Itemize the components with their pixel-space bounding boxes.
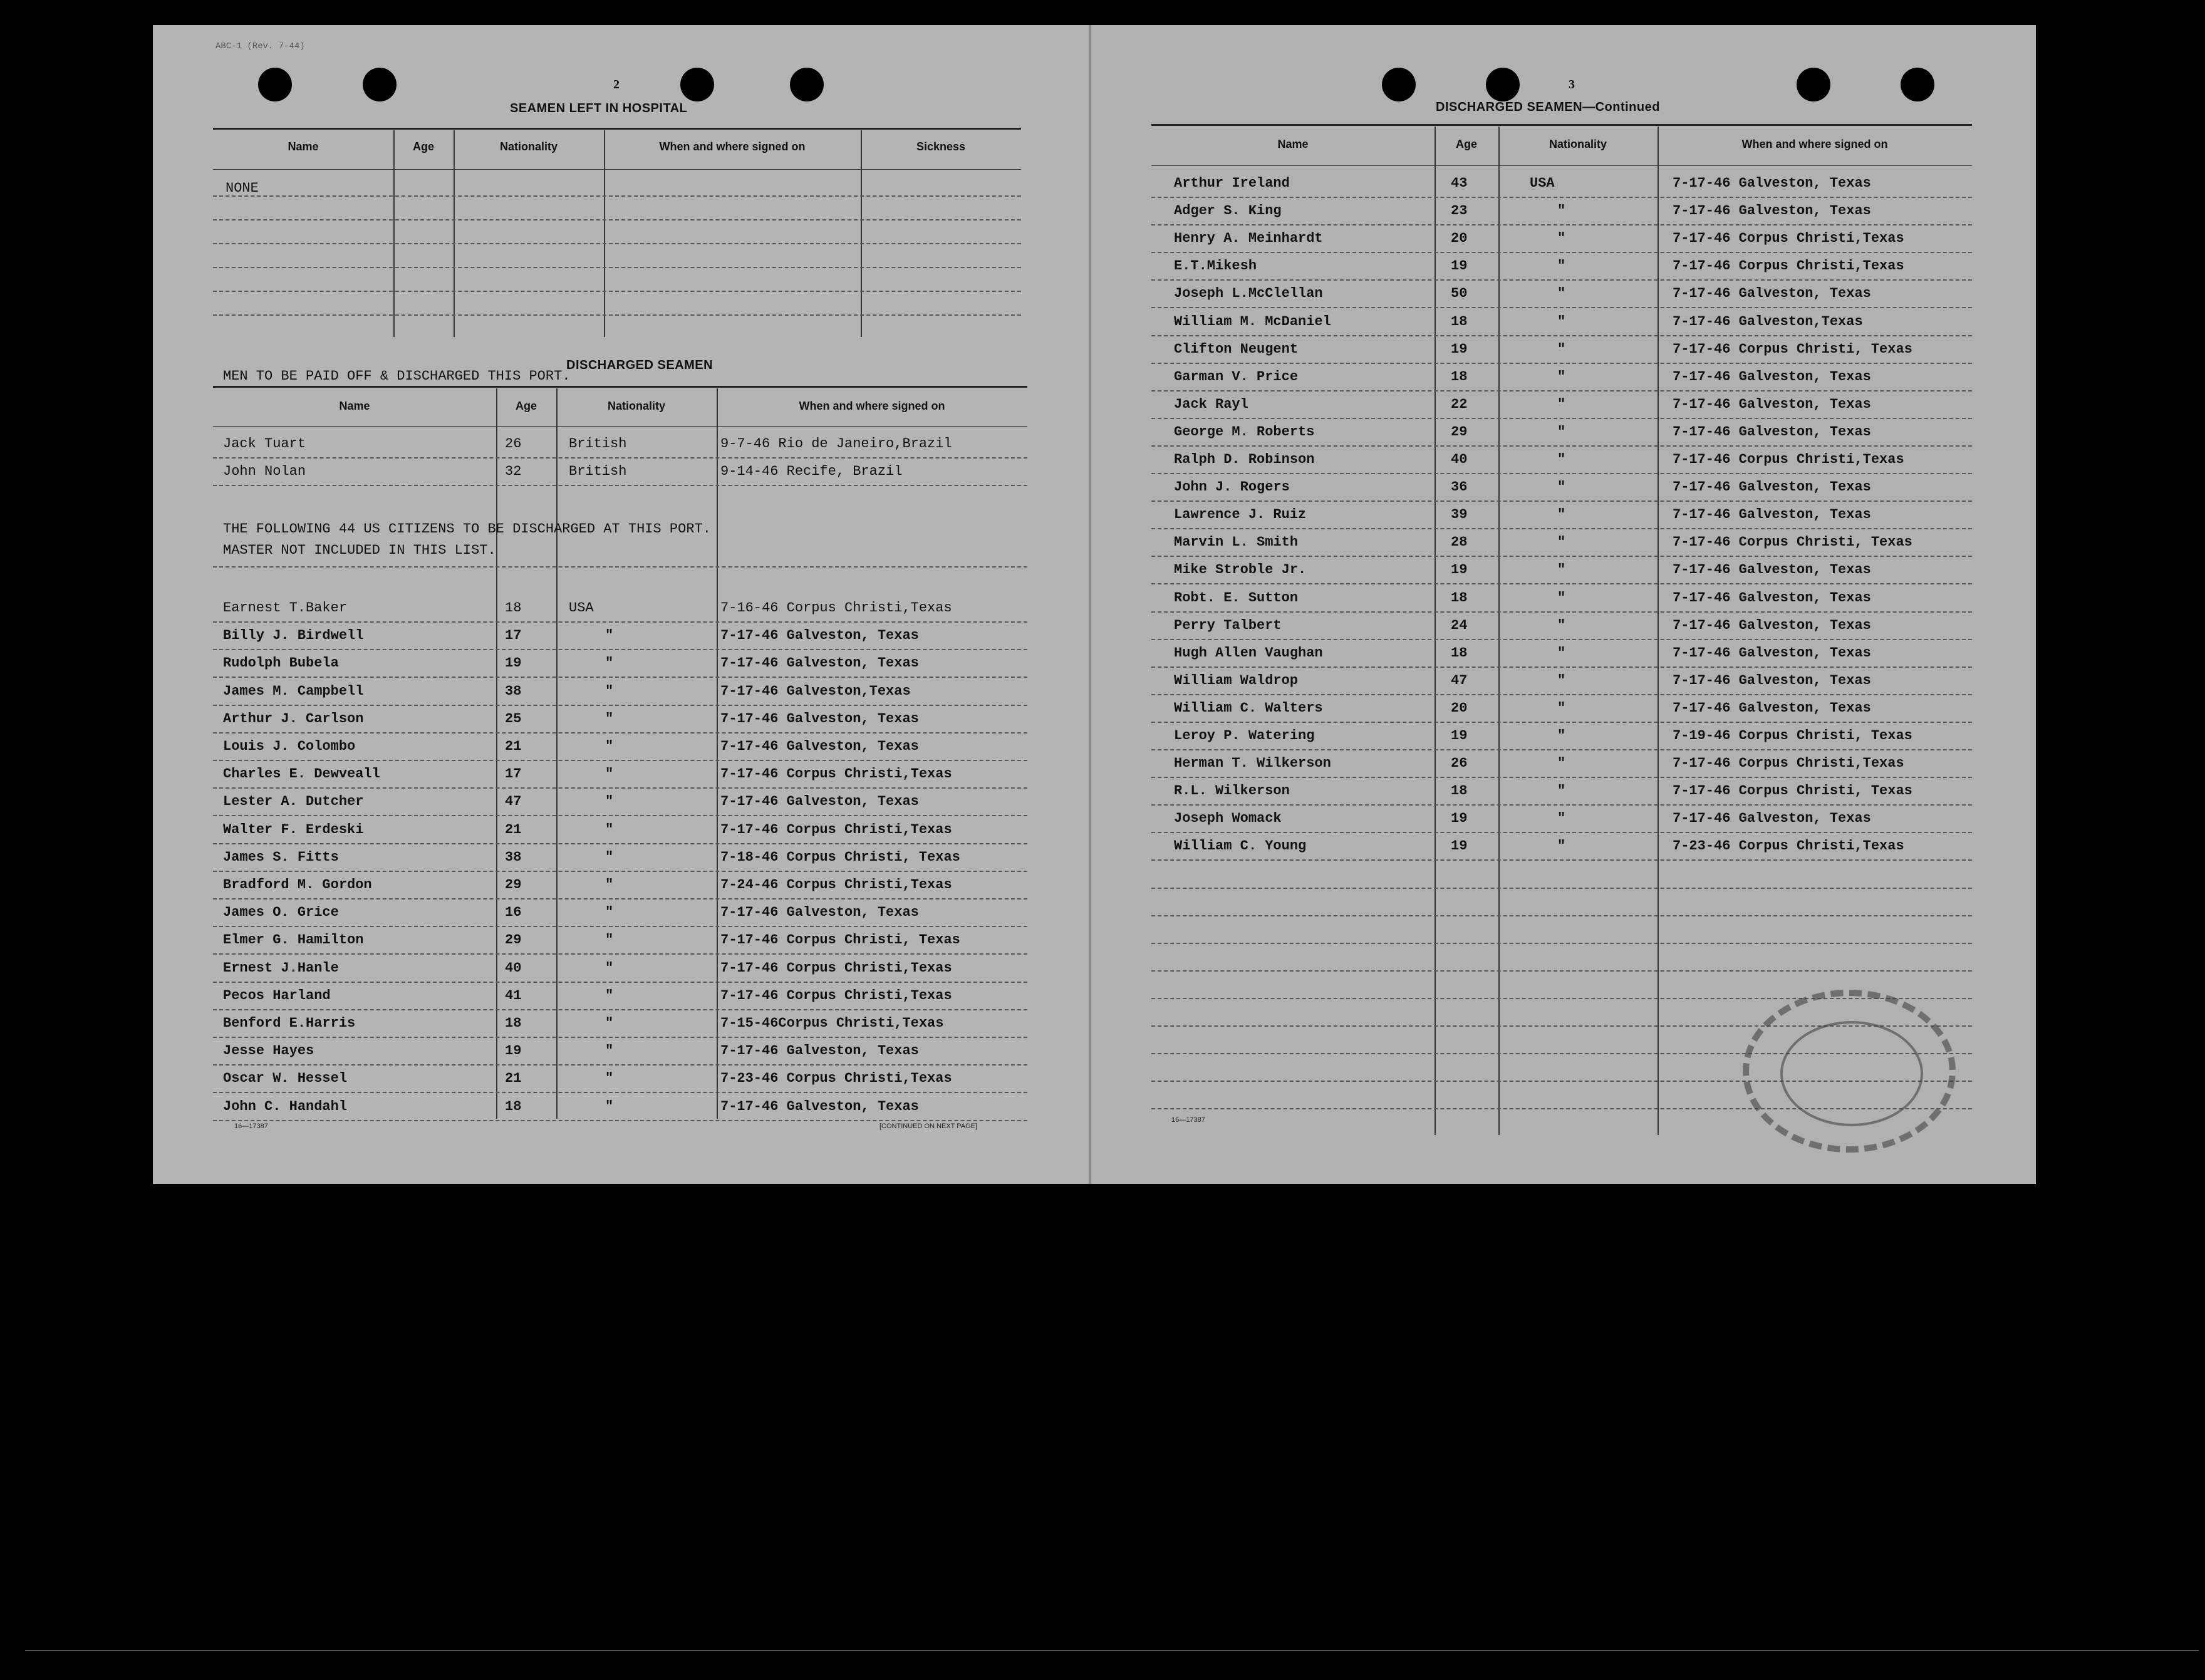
signed-on: 7-17-46 Galveston, Texas bbox=[1673, 396, 1871, 412]
seaman-name: Charles E. Dewveall bbox=[223, 766, 380, 782]
ruled-line bbox=[1151, 694, 1972, 695]
ruled-line bbox=[1151, 473, 1972, 474]
right-section-title: DISCHARGED SEAMEN—Continued bbox=[1436, 100, 1660, 114]
ruled-line bbox=[213, 843, 1027, 844]
seaman-name: Earnest T.Baker bbox=[223, 600, 348, 616]
seaman-age: 50 bbox=[1451, 286, 1468, 302]
ruled-line bbox=[1151, 556, 1972, 557]
seaman-name: Rudolph Bubela bbox=[223, 655, 339, 671]
ruled-line bbox=[213, 457, 1027, 459]
column-header: Name bbox=[288, 140, 319, 153]
table-rule bbox=[213, 386, 1027, 388]
master-note: MASTER NOT INCLUDED IN THIS LIST. bbox=[223, 542, 496, 558]
seaman-name: Arthur J. Carlson bbox=[223, 710, 364, 727]
column-header: Age bbox=[515, 400, 537, 412]
signed-on: 7-17-46 Galveston, Texas bbox=[720, 794, 919, 810]
seaman-name: Lester A. Dutcher bbox=[223, 794, 364, 810]
seaman-nationality: " bbox=[605, 821, 614, 837]
seaman-age: 39 bbox=[1451, 507, 1468, 523]
binder-hole bbox=[680, 68, 714, 101]
seaman-nationality: " bbox=[605, 1015, 614, 1031]
column-header: Age bbox=[1455, 138, 1477, 150]
seaman-age: 18 bbox=[505, 1098, 522, 1114]
ruled-line bbox=[1151, 279, 1972, 281]
ruled-line bbox=[1151, 500, 1972, 502]
seaman-nationality: " bbox=[1557, 423, 1566, 440]
ruled-line bbox=[1151, 722, 1972, 723]
signed-on: 7-17-46 Corpus Christi, Texas bbox=[1673, 341, 1912, 357]
ruled-line bbox=[213, 705, 1027, 706]
seaman-name: Billy J. Birdwell bbox=[223, 628, 364, 644]
seaman-nationality: USA bbox=[569, 600, 594, 616]
seaman-nationality: " bbox=[1557, 231, 1566, 247]
signed-on: 7-17-46 Galveston, Texas bbox=[1673, 589, 1871, 606]
ruled-line bbox=[213, 291, 1021, 292]
column-header: When and where signed on bbox=[1741, 138, 1888, 150]
seaman-nationality: " bbox=[605, 766, 614, 782]
seaman-age: 17 bbox=[505, 628, 522, 644]
seaman-age: 38 bbox=[505, 849, 522, 865]
seaman-age: 41 bbox=[505, 987, 522, 1003]
signed-on: 7-17-46 Galveston, Texas bbox=[720, 628, 919, 644]
column-divider bbox=[861, 130, 862, 337]
ruled-line bbox=[213, 760, 1027, 761]
signed-on: 7-17-46 Galveston, Texas bbox=[1673, 507, 1871, 523]
form-number: 16—17387 bbox=[1171, 1116, 1205, 1124]
binder-hole bbox=[1486, 68, 1520, 101]
seaman-name: Jack Rayl bbox=[1174, 396, 1248, 412]
signed-on: 7-17-46 Galveston, Texas bbox=[1673, 645, 1871, 661]
ruled-line bbox=[213, 871, 1027, 872]
ruled-line bbox=[213, 267, 1021, 268]
seaman-name: Walter F. Erdeski bbox=[223, 821, 364, 837]
seaman-name: James S. Fitts bbox=[223, 849, 339, 865]
seaman-nationality: " bbox=[1557, 507, 1566, 523]
seaman-age: 19 bbox=[1451, 811, 1468, 827]
seaman-nationality: " bbox=[605, 794, 614, 810]
seaman-name: William Waldrop bbox=[1174, 672, 1299, 688]
seaman-name: John J. Rogers bbox=[1174, 479, 1290, 495]
ruled-line bbox=[213, 219, 1021, 220]
ruled-line bbox=[213, 1064, 1027, 1066]
official-stamp bbox=[1743, 990, 1956, 1153]
seaman-name: Mike Stroble Jr. bbox=[1174, 562, 1307, 578]
seaman-name: Jack Tuart bbox=[223, 436, 306, 452]
seaman-age: 18 bbox=[1451, 589, 1468, 606]
signed-on: 7-17-46 Galveston, Texas bbox=[720, 1043, 919, 1059]
seaman-nationality: " bbox=[1557, 203, 1566, 219]
ruled-line bbox=[1151, 390, 1972, 391]
seaman-nationality: " bbox=[1557, 645, 1566, 661]
signed-on: 7-23-46 Corpus Christi,Texas bbox=[720, 1071, 952, 1087]
seaman-age: 21 bbox=[505, 1071, 522, 1087]
seaman-nationality: " bbox=[1557, 479, 1566, 495]
seaman-age: 16 bbox=[505, 905, 522, 921]
binder-hole bbox=[1797, 68, 1830, 101]
table-rule bbox=[1151, 165, 1972, 166]
seaman-age: 18 bbox=[1451, 313, 1468, 329]
seaman-age: 19 bbox=[1451, 341, 1468, 357]
seaman-nationality: " bbox=[605, 1071, 614, 1087]
ruled-line bbox=[1151, 859, 1972, 861]
seaman-name: Elmer G. Hamilton bbox=[223, 932, 364, 948]
seaman-nationality: " bbox=[605, 683, 614, 699]
seaman-name: Benford E.Harris bbox=[223, 1015, 356, 1031]
ruled-line bbox=[1151, 611, 1972, 613]
ruled-line bbox=[1151, 307, 1972, 308]
seaman-nationality: " bbox=[1557, 838, 1566, 854]
seaman-nationality: " bbox=[605, 849, 614, 865]
signed-on: 9-14-46 Recife, Brazil bbox=[720, 464, 903, 479]
seaman-age: 26 bbox=[1451, 755, 1468, 772]
hospital-section-title: SEAMEN LEFT IN HOSPITAL bbox=[510, 101, 688, 115]
continued-note: [CONTINUED ON NEXT PAGE] bbox=[879, 1123, 978, 1130]
scan-edge-line bbox=[25, 1650, 2199, 1651]
binder-hole bbox=[1901, 68, 1934, 101]
seaman-age: 20 bbox=[1451, 700, 1468, 716]
ruled-line bbox=[213, 1037, 1027, 1038]
ruled-line bbox=[1151, 666, 1972, 668]
seaman-nationality: " bbox=[605, 1098, 614, 1114]
column-divider bbox=[454, 130, 455, 337]
binder-hole bbox=[258, 68, 292, 101]
seaman-age: 38 bbox=[505, 683, 522, 699]
seaman-name: E.T.Mikesh bbox=[1174, 258, 1257, 274]
seaman-name: Leroy P. Watering bbox=[1174, 728, 1315, 744]
seaman-age: 43 bbox=[1451, 175, 1468, 191]
ruled-line bbox=[213, 982, 1027, 983]
seaman-name: George M. Roberts bbox=[1174, 423, 1315, 440]
seaman-name: Ralph D. Robinson bbox=[1174, 452, 1315, 467]
signed-on: 7-17-46 Corpus Christi,Texas bbox=[720, 960, 952, 976]
seaman-name: Herman T. Wilkerson bbox=[1174, 755, 1331, 772]
ruled-line bbox=[213, 787, 1027, 789]
right-page bbox=[1091, 25, 2036, 1184]
seaman-age: 18 bbox=[1451, 645, 1468, 661]
ruled-line bbox=[1151, 777, 1972, 778]
ruled-line bbox=[213, 815, 1027, 816]
ruled-line bbox=[213, 898, 1027, 900]
citizens-note: THE FOLLOWING 44 US CITIZENS TO BE DISCHARGED AT THIS PORT. bbox=[223, 521, 711, 537]
signed-on: 7-17-46 Corpus Christi,Texas bbox=[1673, 258, 1904, 274]
seaman-nationality: " bbox=[1557, 589, 1566, 606]
seaman-age: 23 bbox=[1451, 203, 1468, 219]
ruled-line bbox=[213, 1009, 1027, 1010]
table-rule bbox=[1151, 124, 1972, 126]
column-divider bbox=[1435, 127, 1436, 1135]
seaman-nationality: USA bbox=[1530, 175, 1555, 191]
signed-on: 7-17-46 Corpus Christi,Texas bbox=[720, 821, 952, 837]
ruled-line bbox=[213, 485, 1027, 486]
signed-on: 7-17-46 Galveston, Texas bbox=[1673, 811, 1871, 827]
seaman-age: 26 bbox=[505, 436, 522, 452]
seaman-nationality: " bbox=[1557, 452, 1566, 467]
seaman-nationality: " bbox=[605, 932, 614, 948]
seaman-nationality: " bbox=[1557, 700, 1566, 716]
column-header: Age bbox=[412, 140, 434, 153]
seaman-age: 18 bbox=[1451, 368, 1468, 385]
seaman-age: 40 bbox=[505, 960, 522, 976]
seaman-nationality: " bbox=[605, 739, 614, 754]
seaman-nationality: " bbox=[605, 905, 614, 921]
signed-on: 7-17-46 Galveston,Texas bbox=[720, 683, 911, 699]
seaman-name: Robt. E. Sutton bbox=[1174, 589, 1299, 606]
seaman-age: 25 bbox=[505, 710, 522, 727]
ruled-line bbox=[213, 732, 1027, 734]
seaman-name: Adger S. King bbox=[1174, 203, 1282, 219]
seaman-nationality: British bbox=[569, 464, 627, 479]
ruled-line bbox=[1151, 252, 1972, 253]
ruled-line bbox=[1151, 832, 1972, 833]
seaman-nationality: " bbox=[1557, 286, 1566, 302]
ruled-line bbox=[213, 953, 1027, 955]
discharge-note: MEN TO BE PAID OFF & DISCHARGED THIS PORT. bbox=[223, 368, 571, 384]
seaman-age: 19 bbox=[1451, 562, 1468, 578]
seaman-age: 18 bbox=[1451, 783, 1468, 799]
signed-on: 7-17-46 Galveston, Texas bbox=[1673, 175, 1871, 191]
seaman-name: Oscar W. Hessel bbox=[223, 1071, 348, 1087]
seaman-age: 21 bbox=[505, 739, 522, 754]
seaman-age: 47 bbox=[1451, 672, 1468, 688]
signed-on: 7-24-46 Corpus Christi,Texas bbox=[720, 877, 952, 893]
signed-on: 7-17-46 Galveston, Texas bbox=[1673, 562, 1871, 578]
seaman-name: Joseph Womack bbox=[1174, 811, 1282, 827]
ruled-line bbox=[1151, 335, 1972, 336]
signed-on: 7-17-46 Galveston, Texas bbox=[1673, 368, 1871, 385]
signed-on: 7-16-46 Corpus Christi,Texas bbox=[720, 600, 952, 616]
seaman-age: 18 bbox=[505, 600, 522, 616]
signed-on: 7-19-46 Corpus Christi, Texas bbox=[1673, 728, 1912, 744]
signed-on: 7-17-46 Galveston, Texas bbox=[1673, 672, 1871, 688]
signed-on: 7-15-46Corpus Christi,Texas bbox=[720, 1015, 944, 1031]
seaman-nationality: " bbox=[605, 1043, 614, 1059]
signed-on: 7-17-46 Galveston, Texas bbox=[1673, 286, 1871, 302]
signed-on: 7-17-46 Galveston, Texas bbox=[720, 1098, 919, 1114]
discharged-section-title: DISCHARGED SEAMEN bbox=[566, 358, 713, 372]
seaman-age: 36 bbox=[1451, 479, 1468, 495]
hospital-entry: NONE bbox=[226, 180, 259, 196]
ruled-line bbox=[213, 195, 1021, 197]
seaman-name: William C. Walters bbox=[1174, 700, 1323, 716]
seaman-name: Marvin L. Smith bbox=[1174, 534, 1299, 551]
seaman-age: 29 bbox=[505, 932, 522, 948]
ruled-line bbox=[1151, 197, 1972, 198]
seaman-age: 22 bbox=[1451, 396, 1468, 412]
column-header: Sickness bbox=[916, 140, 966, 153]
seaman-nationality: " bbox=[1557, 368, 1566, 385]
signed-on: 7-17-46 Galveston, Texas bbox=[720, 710, 919, 727]
seaman-nationality: " bbox=[1557, 562, 1566, 578]
seaman-age: 20 bbox=[1451, 231, 1468, 247]
ruled-line bbox=[1151, 915, 1972, 916]
seaman-name: Joseph L.McClellan bbox=[1174, 286, 1323, 302]
seaman-name: Bradford M. Gordon bbox=[223, 877, 372, 893]
seaman-nationality: " bbox=[1557, 672, 1566, 688]
column-divider bbox=[393, 130, 395, 337]
column-header: Name bbox=[1277, 138, 1309, 150]
signed-on: 7-23-46 Corpus Christi,Texas bbox=[1673, 838, 1904, 854]
ruled-line bbox=[1151, 888, 1972, 889]
seaman-age: 40 bbox=[1451, 452, 1468, 467]
seaman-nationality: " bbox=[1557, 617, 1566, 633]
ruled-line bbox=[213, 243, 1021, 244]
seaman-name: Hugh Allen Vaughan bbox=[1174, 645, 1323, 661]
signed-on: 7-17-46 Corpus Christi,Texas bbox=[720, 987, 952, 1003]
seaman-name: Clifton Neugent bbox=[1174, 341, 1299, 357]
signed-on: 7-17-46 Corpus Christi, Texas bbox=[1673, 783, 1912, 799]
signed-on: 7-17-46 Galveston, Texas bbox=[1673, 617, 1871, 633]
seaman-name: Louis J. Colombo bbox=[223, 739, 356, 754]
seaman-name: James O. Grice bbox=[223, 905, 339, 921]
column-divider bbox=[1658, 127, 1659, 1135]
column-header: When and where signed on bbox=[659, 140, 806, 153]
seaman-age: 21 bbox=[505, 821, 522, 837]
seaman-name: Lawrence J. Ruiz bbox=[1174, 507, 1307, 523]
signed-on: 7-17-46 Galveston, Texas bbox=[720, 739, 919, 754]
seaman-age: 19 bbox=[1451, 728, 1468, 744]
seaman-age: 47 bbox=[505, 794, 522, 810]
seaman-nationality: " bbox=[1557, 258, 1566, 274]
ruled-line bbox=[1151, 639, 1972, 640]
ruled-line bbox=[213, 621, 1027, 623]
signed-on: 7-17-46 Galveston, Texas bbox=[1673, 700, 1871, 716]
seaman-age: 29 bbox=[505, 877, 522, 893]
column-header: Nationality bbox=[607, 400, 665, 412]
seaman-nationality: British bbox=[569, 436, 627, 452]
seaman-age: 18 bbox=[505, 1015, 522, 1031]
ruled-line bbox=[1151, 583, 1972, 584]
seaman-nationality: " bbox=[1557, 783, 1566, 799]
signed-on: 7-17-46 Corpus Christi,Texas bbox=[1673, 231, 1904, 247]
column-header: When and where signed on bbox=[799, 400, 945, 412]
signed-on: 7-17-46 Galveston, Texas bbox=[1673, 423, 1871, 440]
seaman-name: John Nolan bbox=[223, 464, 306, 479]
signed-on: 7-17-46 Corpus Christi, Texas bbox=[1673, 534, 1912, 551]
signed-on: 7-17-46 Galveston, Texas bbox=[720, 905, 919, 921]
seaman-nationality: " bbox=[605, 655, 614, 671]
seaman-age: 19 bbox=[1451, 258, 1468, 274]
signed-on: 7-17-46 Galveston, Texas bbox=[1673, 479, 1871, 495]
seaman-name: Garman V. Price bbox=[1174, 368, 1299, 385]
ruled-line bbox=[1151, 970, 1972, 972]
table-rule bbox=[213, 169, 1021, 170]
seaman-nationality: " bbox=[1557, 534, 1566, 551]
form-number: 16—17387 bbox=[234, 1123, 268, 1130]
seaman-name: Ernest J.Hanle bbox=[223, 960, 339, 976]
seaman-name: Jesse Hayes bbox=[223, 1043, 314, 1059]
signed-on: 7-17-46 Corpus Christi, Texas bbox=[720, 932, 960, 948]
signed-on: 7-17-46 Corpus Christi,Texas bbox=[1673, 452, 1904, 467]
signed-on: 7-17-46 Galveston, Texas bbox=[720, 655, 919, 671]
seaman-name: Perry Talbert bbox=[1174, 617, 1282, 633]
seaman-nationality: " bbox=[1557, 811, 1566, 827]
binder-hole bbox=[790, 68, 824, 101]
seaman-name: Arthur Ireland bbox=[1174, 175, 1290, 191]
ruled-line bbox=[213, 566, 1027, 568]
ruled-line bbox=[1151, 418, 1972, 419]
seaman-nationality: " bbox=[1557, 396, 1566, 412]
seaman-age: 17 bbox=[505, 766, 522, 782]
binder-hole bbox=[363, 68, 397, 101]
seaman-nationality: " bbox=[605, 960, 614, 976]
form-corner-mark: ABC-1 (Rev. 7-44) bbox=[215, 41, 305, 51]
seaman-nationality: " bbox=[605, 877, 614, 893]
ruled-line bbox=[213, 1120, 1027, 1121]
signed-on: 7-18-46 Corpus Christi, Texas bbox=[720, 849, 960, 865]
seaman-age: 19 bbox=[505, 655, 522, 671]
signed-on: 7-17-46 Corpus Christi,Texas bbox=[1673, 755, 1904, 772]
column-divider bbox=[1498, 127, 1500, 1135]
table-rule bbox=[213, 128, 1021, 130]
page-number: 2 bbox=[613, 78, 620, 91]
seaman-nationality: " bbox=[605, 628, 614, 644]
seaman-age: 19 bbox=[505, 1043, 522, 1059]
seaman-age: 19 bbox=[1451, 838, 1468, 854]
ruled-line bbox=[1151, 749, 1972, 750]
binder-hole bbox=[1382, 68, 1416, 101]
seaman-nationality: " bbox=[1557, 755, 1566, 772]
seaman-name: John C. Handahl bbox=[223, 1098, 348, 1114]
seaman-nationality: " bbox=[605, 987, 614, 1003]
ruled-line bbox=[1151, 804, 1972, 806]
signed-on: 9-7-46 Rio de Janeiro,Brazil bbox=[720, 436, 952, 452]
seaman-name: Henry A. Meinhardt bbox=[1174, 231, 1323, 247]
page-number: 3 bbox=[1569, 78, 1575, 91]
seaman-name: William M. McDaniel bbox=[1174, 313, 1331, 329]
table-rule bbox=[213, 426, 1027, 427]
signed-on: 7-17-46 Galveston,Texas bbox=[1673, 313, 1863, 329]
seaman-age: 24 bbox=[1451, 617, 1468, 633]
seaman-age: 32 bbox=[505, 464, 522, 479]
seaman-age: 29 bbox=[1451, 423, 1468, 440]
seaman-nationality: " bbox=[605, 710, 614, 727]
ruled-line bbox=[213, 926, 1027, 927]
ruled-line bbox=[213, 1092, 1027, 1093]
column-header: Nationality bbox=[499, 140, 558, 153]
seaman-nationality: " bbox=[1557, 728, 1566, 744]
ruled-line bbox=[1151, 528, 1972, 529]
seaman-nationality: " bbox=[1557, 341, 1566, 357]
left-page bbox=[153, 25, 1091, 1184]
ruled-line bbox=[1151, 363, 1972, 364]
signed-on: 7-17-46 Galveston, Texas bbox=[1673, 203, 1871, 219]
signed-on: 7-17-46 Corpus Christi,Texas bbox=[720, 766, 952, 782]
ruled-line bbox=[1151, 943, 1972, 944]
seaman-age: 28 bbox=[1451, 534, 1468, 551]
seaman-name: Pecos Harland bbox=[223, 987, 331, 1003]
seaman-name: William C. Young bbox=[1174, 838, 1307, 854]
seaman-name: James M. Campbell bbox=[223, 683, 364, 699]
seaman-nationality: " bbox=[1557, 313, 1566, 329]
ruled-line bbox=[213, 314, 1021, 316]
column-header: Name bbox=[339, 400, 370, 412]
ruled-line bbox=[213, 677, 1027, 678]
seaman-name: R.L. Wilkerson bbox=[1174, 783, 1290, 799]
ruled-line bbox=[213, 649, 1027, 650]
column-header: Nationality bbox=[1549, 138, 1607, 150]
column-divider bbox=[604, 130, 605, 337]
ruled-line bbox=[1151, 224, 1972, 226]
ruled-line bbox=[1151, 445, 1972, 447]
